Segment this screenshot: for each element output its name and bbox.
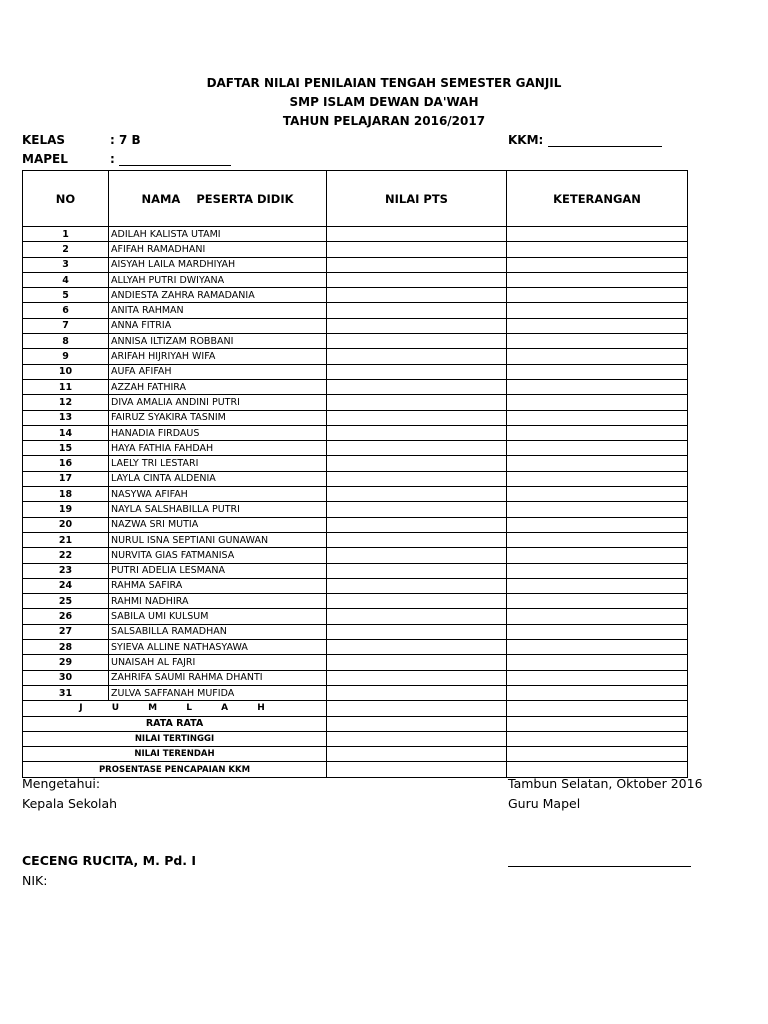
keterangan-cell[interactable] xyxy=(507,594,688,609)
nilai-pts-cell[interactable] xyxy=(327,563,507,578)
summary-row-nilai-terendah xyxy=(23,747,688,762)
table-row xyxy=(23,288,688,303)
table-row xyxy=(23,318,688,333)
student-name: ADILAH KALISTA UTAMI xyxy=(109,227,327,242)
nilai-pts-cell[interactable] xyxy=(327,517,507,532)
grades-table xyxy=(22,170,688,778)
student-number: 10 xyxy=(23,364,109,379)
student-number: 24 xyxy=(23,578,109,593)
nilai-tertinggi-label: NILAI TERTINGGI xyxy=(23,731,327,746)
kelas-label: KELAS xyxy=(22,133,66,147)
student-name: RAHMA SAFIRA xyxy=(109,578,327,593)
nilai-pts-cell[interactable] xyxy=(327,257,507,272)
column-header-keterangan: KETERANGAN xyxy=(507,171,688,227)
table-row xyxy=(23,334,688,349)
nilai-terendah-keterangan-cell[interactable] xyxy=(507,747,688,762)
student-name: AUFA AFIFAH xyxy=(109,364,327,379)
student-name: ZULVA SAFFANAH MUFIDA xyxy=(109,685,327,700)
table-row xyxy=(23,303,688,318)
keterangan-cell[interactable] xyxy=(507,502,688,517)
nilai-pts-cell[interactable] xyxy=(327,410,507,425)
table-row xyxy=(23,685,688,700)
jumlah-nilai-cell[interactable] xyxy=(327,701,507,716)
table-row xyxy=(23,548,688,563)
table-row xyxy=(23,227,688,242)
nilai-pts-cell[interactable] xyxy=(327,364,507,379)
nilai-pts-cell[interactable] xyxy=(327,272,507,287)
student-number: 1 xyxy=(23,227,109,242)
mapel-field xyxy=(110,152,231,166)
student-number: 25 xyxy=(23,594,109,609)
table-row xyxy=(23,487,688,502)
student-number: 31 xyxy=(23,685,109,700)
table-row xyxy=(23,594,688,609)
table-row xyxy=(23,502,688,517)
keterangan-cell[interactable] xyxy=(507,670,688,685)
nilai-pts-cell[interactable] xyxy=(327,242,507,257)
student-name: NAYLA SALSHABILLA PUTRI xyxy=(109,502,327,517)
student-number: 11 xyxy=(23,379,109,394)
nilai-pts-cell[interactable] xyxy=(327,318,507,333)
keterangan-cell[interactable] xyxy=(507,395,688,410)
student-name: NAZWA SRI MUTIA xyxy=(109,517,327,532)
keterangan-cell[interactable] xyxy=(507,624,688,639)
keterangan-cell[interactable] xyxy=(507,318,688,333)
student-name: SYIEVA ALLINE NATHASYAWA xyxy=(109,640,327,655)
student-number: 6 xyxy=(23,303,109,318)
keterangan-cell[interactable] xyxy=(507,410,688,425)
student-number: 5 xyxy=(23,288,109,303)
student-number: 29 xyxy=(23,655,109,670)
jumlah-label: J U M L A H xyxy=(23,701,327,716)
prosentase-nilai-cell[interactable] xyxy=(327,762,507,777)
student-name: AFIFAH RAMADHANI xyxy=(109,242,327,257)
student-number: 4 xyxy=(23,272,109,287)
jumlah-keterangan-cell[interactable] xyxy=(507,701,688,716)
kepala-sekolah-label: Kepala Sekolah xyxy=(22,796,118,811)
student-name: LAYLA CINTA ALDENIA xyxy=(109,471,327,486)
keterangan-cell[interactable] xyxy=(507,487,688,502)
student-name: SALSABILLA RAMADHAN xyxy=(109,624,327,639)
nilai-pts-cell[interactable] xyxy=(327,349,507,364)
table-row xyxy=(23,624,688,639)
table-row xyxy=(23,425,688,440)
student-name: LAELY TRI LESTARI xyxy=(109,456,327,471)
nilai-pts-cell[interactable] xyxy=(327,471,507,486)
student-name: PUTRI ADELIA LESMANA xyxy=(109,563,327,578)
keterangan-cell[interactable] xyxy=(507,609,688,624)
rata-rata-keterangan-cell[interactable] xyxy=(507,716,688,731)
academic-year: TAHUN PELAJARAN 2016/2017 xyxy=(282,114,486,128)
student-number: 7 xyxy=(23,318,109,333)
nilai-pts-cell[interactable] xyxy=(327,548,507,563)
nilai-pts-cell[interactable] xyxy=(327,502,507,517)
table-row xyxy=(23,257,688,272)
school-name: SMP ISLAM DEWAN DA'WAH xyxy=(289,95,479,109)
student-number: 2 xyxy=(23,242,109,257)
keterangan-cell[interactable] xyxy=(507,517,688,532)
table-row xyxy=(23,532,688,547)
student-number: 13 xyxy=(23,410,109,425)
student-name: ARIFAH HIJRIYAH WIFA xyxy=(109,349,327,364)
nilai-pts-cell[interactable] xyxy=(327,670,507,685)
nilai-terendah-nilai-cell[interactable] xyxy=(327,747,507,762)
student-name: ANNA FITRIA xyxy=(109,318,327,333)
nilai-pts-cell[interactable] xyxy=(327,456,507,471)
student-number: 9 xyxy=(23,349,109,364)
nilai-pts-cell[interactable] xyxy=(327,594,507,609)
kkm-blank-line xyxy=(548,135,662,147)
teacher-signature-line xyxy=(508,866,691,867)
summary-rows xyxy=(23,701,688,777)
student-name: RAHMI NADHIRA xyxy=(109,594,327,609)
student-number: 16 xyxy=(23,456,109,471)
student-name: AZZAH FATHIRA xyxy=(109,379,327,394)
nilai-pts-cell[interactable] xyxy=(327,578,507,593)
student-number: 19 xyxy=(23,502,109,517)
student-number: 28 xyxy=(23,640,109,655)
column-header-name: NAMA PESERTA DIDIK xyxy=(109,171,327,227)
nilai-pts-cell[interactable] xyxy=(327,227,507,242)
principal-name: CECENG RUCITA, M. Pd. I xyxy=(22,853,197,868)
student-name: ANITA RAHMAN xyxy=(109,303,327,318)
guru-mapel-label: Guru Mapel xyxy=(508,796,581,811)
keterangan-cell[interactable] xyxy=(507,578,688,593)
table-row xyxy=(23,272,688,287)
student-number: 27 xyxy=(23,624,109,639)
table-row xyxy=(23,395,688,410)
table-row xyxy=(23,456,688,471)
table-header-row xyxy=(23,171,688,227)
student-name: FAIRUZ SYAKIRA TASNIM xyxy=(109,410,327,425)
student-number: 14 xyxy=(23,425,109,440)
student-number: 30 xyxy=(23,670,109,685)
mapel-label: MAPEL xyxy=(22,152,68,166)
nilai-pts-cell[interactable] xyxy=(327,532,507,547)
student-name: NURUL ISNA SEPTIANI GUNAWAN xyxy=(109,532,327,547)
kkm-field xyxy=(508,133,662,147)
nilai-pts-cell[interactable] xyxy=(327,655,507,670)
keterangan-cell[interactable] xyxy=(507,563,688,578)
keterangan-cell[interactable] xyxy=(507,349,688,364)
keterangan-cell[interactable] xyxy=(507,471,688,486)
keterangan-cell[interactable] xyxy=(507,655,688,670)
student-name: DIVA AMALIA ANDINI PUTRI xyxy=(109,395,327,410)
nilai-tertinggi-nilai-cell[interactable] xyxy=(327,731,507,746)
keterangan-cell[interactable] xyxy=(507,548,688,563)
rata-rata-nilai-cell[interactable] xyxy=(327,716,507,731)
student-name: ALLYAH PUTRI DWIYANA xyxy=(109,272,327,287)
summary-row-nilai-tertinggi xyxy=(23,731,688,746)
table-row xyxy=(23,655,688,670)
keterangan-cell[interactable] xyxy=(507,425,688,440)
table-row xyxy=(23,471,688,486)
table-row xyxy=(23,441,688,456)
summary-row-rata-rata xyxy=(23,716,688,731)
prosentase-keterangan-cell[interactable] xyxy=(507,762,688,777)
student-number: 23 xyxy=(23,563,109,578)
column-header-nilai-pts: NILAI PTS xyxy=(327,171,507,227)
student-name: HAYA FATHIA FAHDAH xyxy=(109,441,327,456)
student-name: ZAHRIFA SAUMI RAHMA DHANTI xyxy=(109,670,327,685)
table-row xyxy=(23,563,688,578)
student-number: 3 xyxy=(23,257,109,272)
student-number: 20 xyxy=(23,517,109,532)
keterangan-cell[interactable] xyxy=(507,272,688,287)
nilai-pts-cell[interactable] xyxy=(327,303,507,318)
student-rows xyxy=(23,227,688,701)
keterangan-cell[interactable] xyxy=(507,227,688,242)
student-number: 22 xyxy=(23,548,109,563)
student-number: 12 xyxy=(23,395,109,410)
student-number: 21 xyxy=(23,532,109,547)
table-row xyxy=(23,410,688,425)
kelas-value: : 7 B xyxy=(110,133,141,147)
summary-row-jumlah xyxy=(23,701,688,716)
nilai-pts-cell[interactable] xyxy=(327,487,507,502)
student-name: ANNISA ILTIZAM ROBBANI xyxy=(109,334,327,349)
nilai-tertinggi-keterangan-cell[interactable] xyxy=(507,731,688,746)
student-name: NASYWA AFIFAH xyxy=(109,487,327,502)
table-row xyxy=(23,349,688,364)
student-name: AISYAH LAILA MARDHIYAH xyxy=(109,257,327,272)
student-name: NURVITA GIAS FATMANISA xyxy=(109,548,327,563)
keterangan-cell[interactable] xyxy=(507,288,688,303)
table-row xyxy=(23,242,688,257)
keterangan-cell[interactable] xyxy=(507,379,688,394)
table-row xyxy=(23,578,688,593)
column-header-no: NO xyxy=(23,171,109,227)
nilai-pts-cell[interactable] xyxy=(327,441,507,456)
nik-label: NIK: xyxy=(22,873,48,888)
nilai-pts-cell[interactable] xyxy=(327,334,507,349)
keterangan-cell[interactable] xyxy=(507,456,688,471)
nilai-pts-cell[interactable] xyxy=(327,640,507,655)
nilai-pts-cell[interactable] xyxy=(327,288,507,303)
place-date: Tambun Selatan, Oktober 2016 xyxy=(508,776,703,791)
student-number: 17 xyxy=(23,471,109,486)
kkm-label: KKM: xyxy=(508,133,544,147)
student-number: 8 xyxy=(23,334,109,349)
keterangan-cell[interactable] xyxy=(507,441,688,456)
nilai-pts-cell[interactable] xyxy=(327,425,507,440)
table-row xyxy=(23,670,688,685)
keterangan-cell[interactable] xyxy=(507,364,688,379)
keterangan-cell[interactable] xyxy=(507,685,688,700)
table-row xyxy=(23,517,688,532)
keterangan-cell[interactable] xyxy=(507,242,688,257)
prosentase-label: PROSENTASE PENCAPAIAN KKM xyxy=(23,762,327,777)
student-number: 15 xyxy=(23,441,109,456)
keterangan-cell[interactable] xyxy=(507,303,688,318)
table-row xyxy=(23,640,688,655)
student-name: ANDIESTA ZAHRA RAMADANIA xyxy=(109,288,327,303)
nilai-terendah-label: NILAI TERENDAH xyxy=(23,747,327,762)
keterangan-cell[interactable] xyxy=(507,532,688,547)
rata-rata-label: RATA RATA xyxy=(23,716,327,731)
table-row xyxy=(23,364,688,379)
keterangan-cell[interactable] xyxy=(507,334,688,349)
nilai-pts-cell[interactable] xyxy=(327,379,507,394)
mapel-blank-line xyxy=(119,154,231,166)
mapel-value: : xyxy=(110,152,115,166)
student-name: HANADIA FIRDAUS xyxy=(109,425,327,440)
student-name: SABILA UMI KULSUM xyxy=(109,609,327,624)
summary-row-prosentase xyxy=(23,762,688,777)
nilai-pts-cell[interactable] xyxy=(327,685,507,700)
keterangan-cell[interactable] xyxy=(507,640,688,655)
student-number: 18 xyxy=(23,487,109,502)
nilai-pts-cell[interactable] xyxy=(327,624,507,639)
student-number: 26 xyxy=(23,609,109,624)
keterangan-cell[interactable] xyxy=(507,257,688,272)
mengetahui-label: Mengetahui: xyxy=(22,776,101,791)
document-title: DAFTAR NILAI PENILAIAN TENGAH SEMESTER GANJIL xyxy=(206,76,562,90)
nilai-pts-cell[interactable] xyxy=(327,609,507,624)
table-row xyxy=(23,379,688,394)
nilai-pts-cell[interactable] xyxy=(327,395,507,410)
table-row xyxy=(23,609,688,624)
student-name: UNAISAH AL FAJRI xyxy=(109,655,327,670)
